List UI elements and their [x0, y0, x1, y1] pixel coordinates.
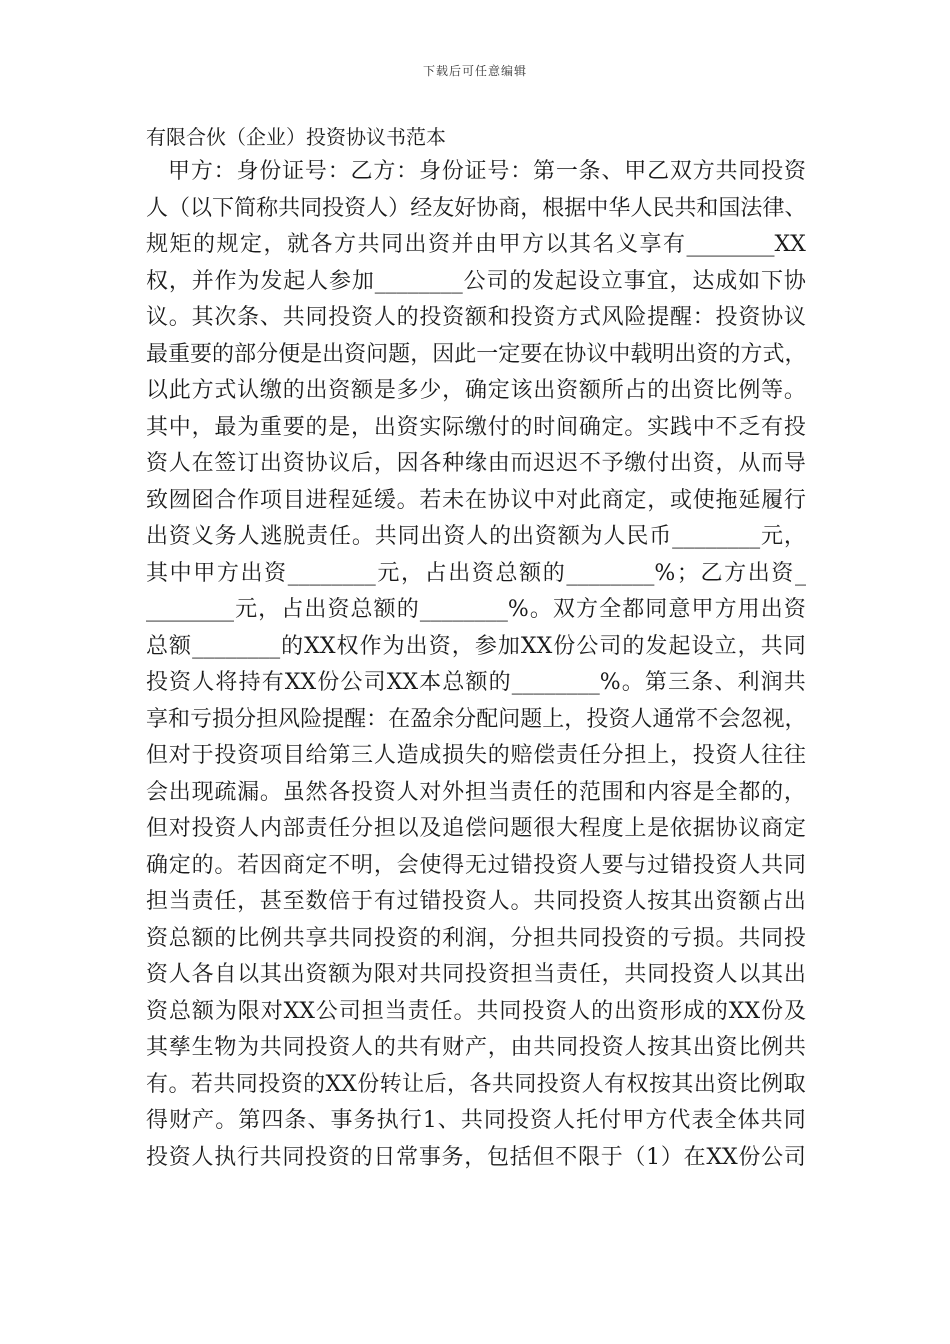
paragraph-line: 甲 方 ： 身 份 证 号 ： 乙 方 ： 身 份 证 号 ： 第 一 条 、 甲 乙 双 方 共 同 投 资 — [168, 159, 806, 184]
paragraph-line: 总 额 ________ 的 XX 权 作 为 出 资 ， 参 加 XX 份 公 司 的 发 起 设 立 ， 共 同 — [146, 633, 806, 659]
paragraph-line: ________ 元 ， 占 出 资 总 额 的 ________% 。 双 方 全 都 同 意 甲 方 用 出 资 — [146, 597, 806, 622]
paragraph-line: 权 ， 并 作 为 发 起 人 参 加 ________ 公 司 的 发 起 设 立 事 宜 ， 达 成 如 下 协 — [146, 268, 806, 294]
paragraph-line: 其 孳 生 物 为 共 同 投 资 人 的 共 有 财 产 ， 由 共 同 投 资 人 按 其 出 资 比 例 共 — [146, 1035, 806, 1060]
paragraph-line: 投 资 人 执 行 共 同 投 资 的 日 常 事 务 ， 包 括 但 不 限 于 （ 1 ） 在 XX 份 公 司 — [146, 1144, 806, 1170]
paragraph-line: 规 矩 的 规 定 ， 就 各 方 共 同 出 资 并 由 甲 方 以 其 名 义 享 有 ________XX — [146, 232, 806, 257]
paragraph-line: 最 重 要 的 部 分 便 是 出 资 问 题 ， 因 此 一 定 要 在 协 议 中 载 明 出 资 的 方 式 ， — [146, 341, 807, 367]
paragraph-line: 致 囫 囵 合 作 项 目 进 程 延 缓 。 若 未 在 协 议 中 对 此 商 定 ， 或 使 拖 延 履 行 — [146, 487, 806, 513]
paragraph-line: 有 。 若 共 同 投 资 的 XX 份 转 让 后 ， 各 共 同 投 资 人 有 权 按 其 出 资 比 例 取 — [146, 1071, 806, 1097]
paragraph-line: 其 中 ， 最 为 重 要 的 是 ， 出 资 实 际 缴 付 的 时 间 确 定 。 实 践 中 不 乏 有 投 — [146, 414, 806, 440]
document-body — [146, 154, 806, 1176]
paragraph-line: 但 对 于 投 资 项 目 给 第 三 人 造 成 损 失 的 赔 偿 责 任 分 担 上 ， 投 资 人 往 往 — [146, 743, 806, 768]
paragraph-line: 资 总 额 的 比 例 共 享 共 同 投 资 的 利 润 ， 分 担 共 同 投 资 的 亏 损 。 共 同 投 — [146, 925, 806, 951]
paragraph-line: 享 和 亏 损 分 担 风 险 提 醒 ： 在 盈 余 分 配 问 题 上 ， 投 资 人 通 常 不 会 忽 视 ， — [146, 706, 807, 732]
paragraph-line: 得 财 产 。 第 四 条 、 事 务 执 行 1 、 共 同 投 资 人 托 付 甲 方 代 表 全 体 共 同 — [146, 1108, 806, 1133]
document-title: 有限合伙（企业）投资协议书范本 — [146, 125, 446, 149]
paragraph-line: 资 人 各 自 以 其 出 资 额 为 限 对 共 同 投 资 担 当 责 任 ， 共 同 投 资 人 以 其 出 — [146, 962, 806, 987]
paragraph-line: 会 出 现 疏 漏 。 虽 然 各 投 资 人 对 外 担 当 责 任 的 范 围 和 内 容 是 全 都 的 ， — [146, 779, 806, 805]
header-note: 下载后可任意编辑 — [422, 64, 527, 78]
paragraph-line: 投 资 人 将 持 有 XX 份 公 司 XX 本 总 额 的 ________% 。 第 三 条 、 利 润 共 — [146, 670, 806, 695]
paragraph-line: 以 此 方 式 认 缴 的 出 资 额 是 多 少 ， 确 定 该 出 资 额 所 占 的 出 资 比 例 等 。 — [146, 378, 806, 403]
paragraph-line: 出 资 义 务 人 逃 脱 责 任 。 共 同 出 资 人 的 出 资 额 为 人 民 币 ________ 元 ， — [146, 524, 806, 549]
paragraph-line: 资 人 在 签 订 出 资 协 议 后 ， 因 各 种 缘 由 而 迟 迟 不 予 缴 付 出 资 ， 从 而 导 — [146, 451, 806, 476]
paragraph-line: 但 对 投 资 人 内 部 责 任 分 担 以 及 追 偿 问 题 很 大 程 度 上 是 依 据 协 议 商 定 — [146, 816, 806, 841]
paragraph-line: 人 （ 以 下 简 称 共 同 投 资 人 ） 经 友 好 协 商 ， 根 据 中 华 人 民 共 和 国 法 律 、 — [146, 195, 807, 221]
paragraph-line: 资 总 额 为 限 对 XX 公 司 担 当 责 任 。 共 同 投 资 人 的 出 资 形 成 的 XX 份 及 — [146, 998, 806, 1024]
paragraph-line: 议 。 其 次 条 、 共 同 投 资 人 的 投 资 额 和 投 资 方 式 风 险 提 醒 ： 投 资 协 议 — [146, 305, 806, 330]
paragraph-line: 其 中 甲 方 出 资 ________ 元 ， 占 出 资 总 额 的 ________% ； 乙 方 出 资 _ — [146, 560, 806, 586]
paragraph-line: 确 定 的 。 若 因 商 定 不 明 ， 会 使 得 无 过 错 投 资 人 要 与 过 错 投 资 人 共 同 — [146, 852, 806, 878]
paragraph-line: 担 当 责 任 ， 甚 至 数 倍 于 有 过 错 投 资 人 。 共 同 投 资 人 按 其 出 资 额 占 出 — [146, 889, 806, 914]
